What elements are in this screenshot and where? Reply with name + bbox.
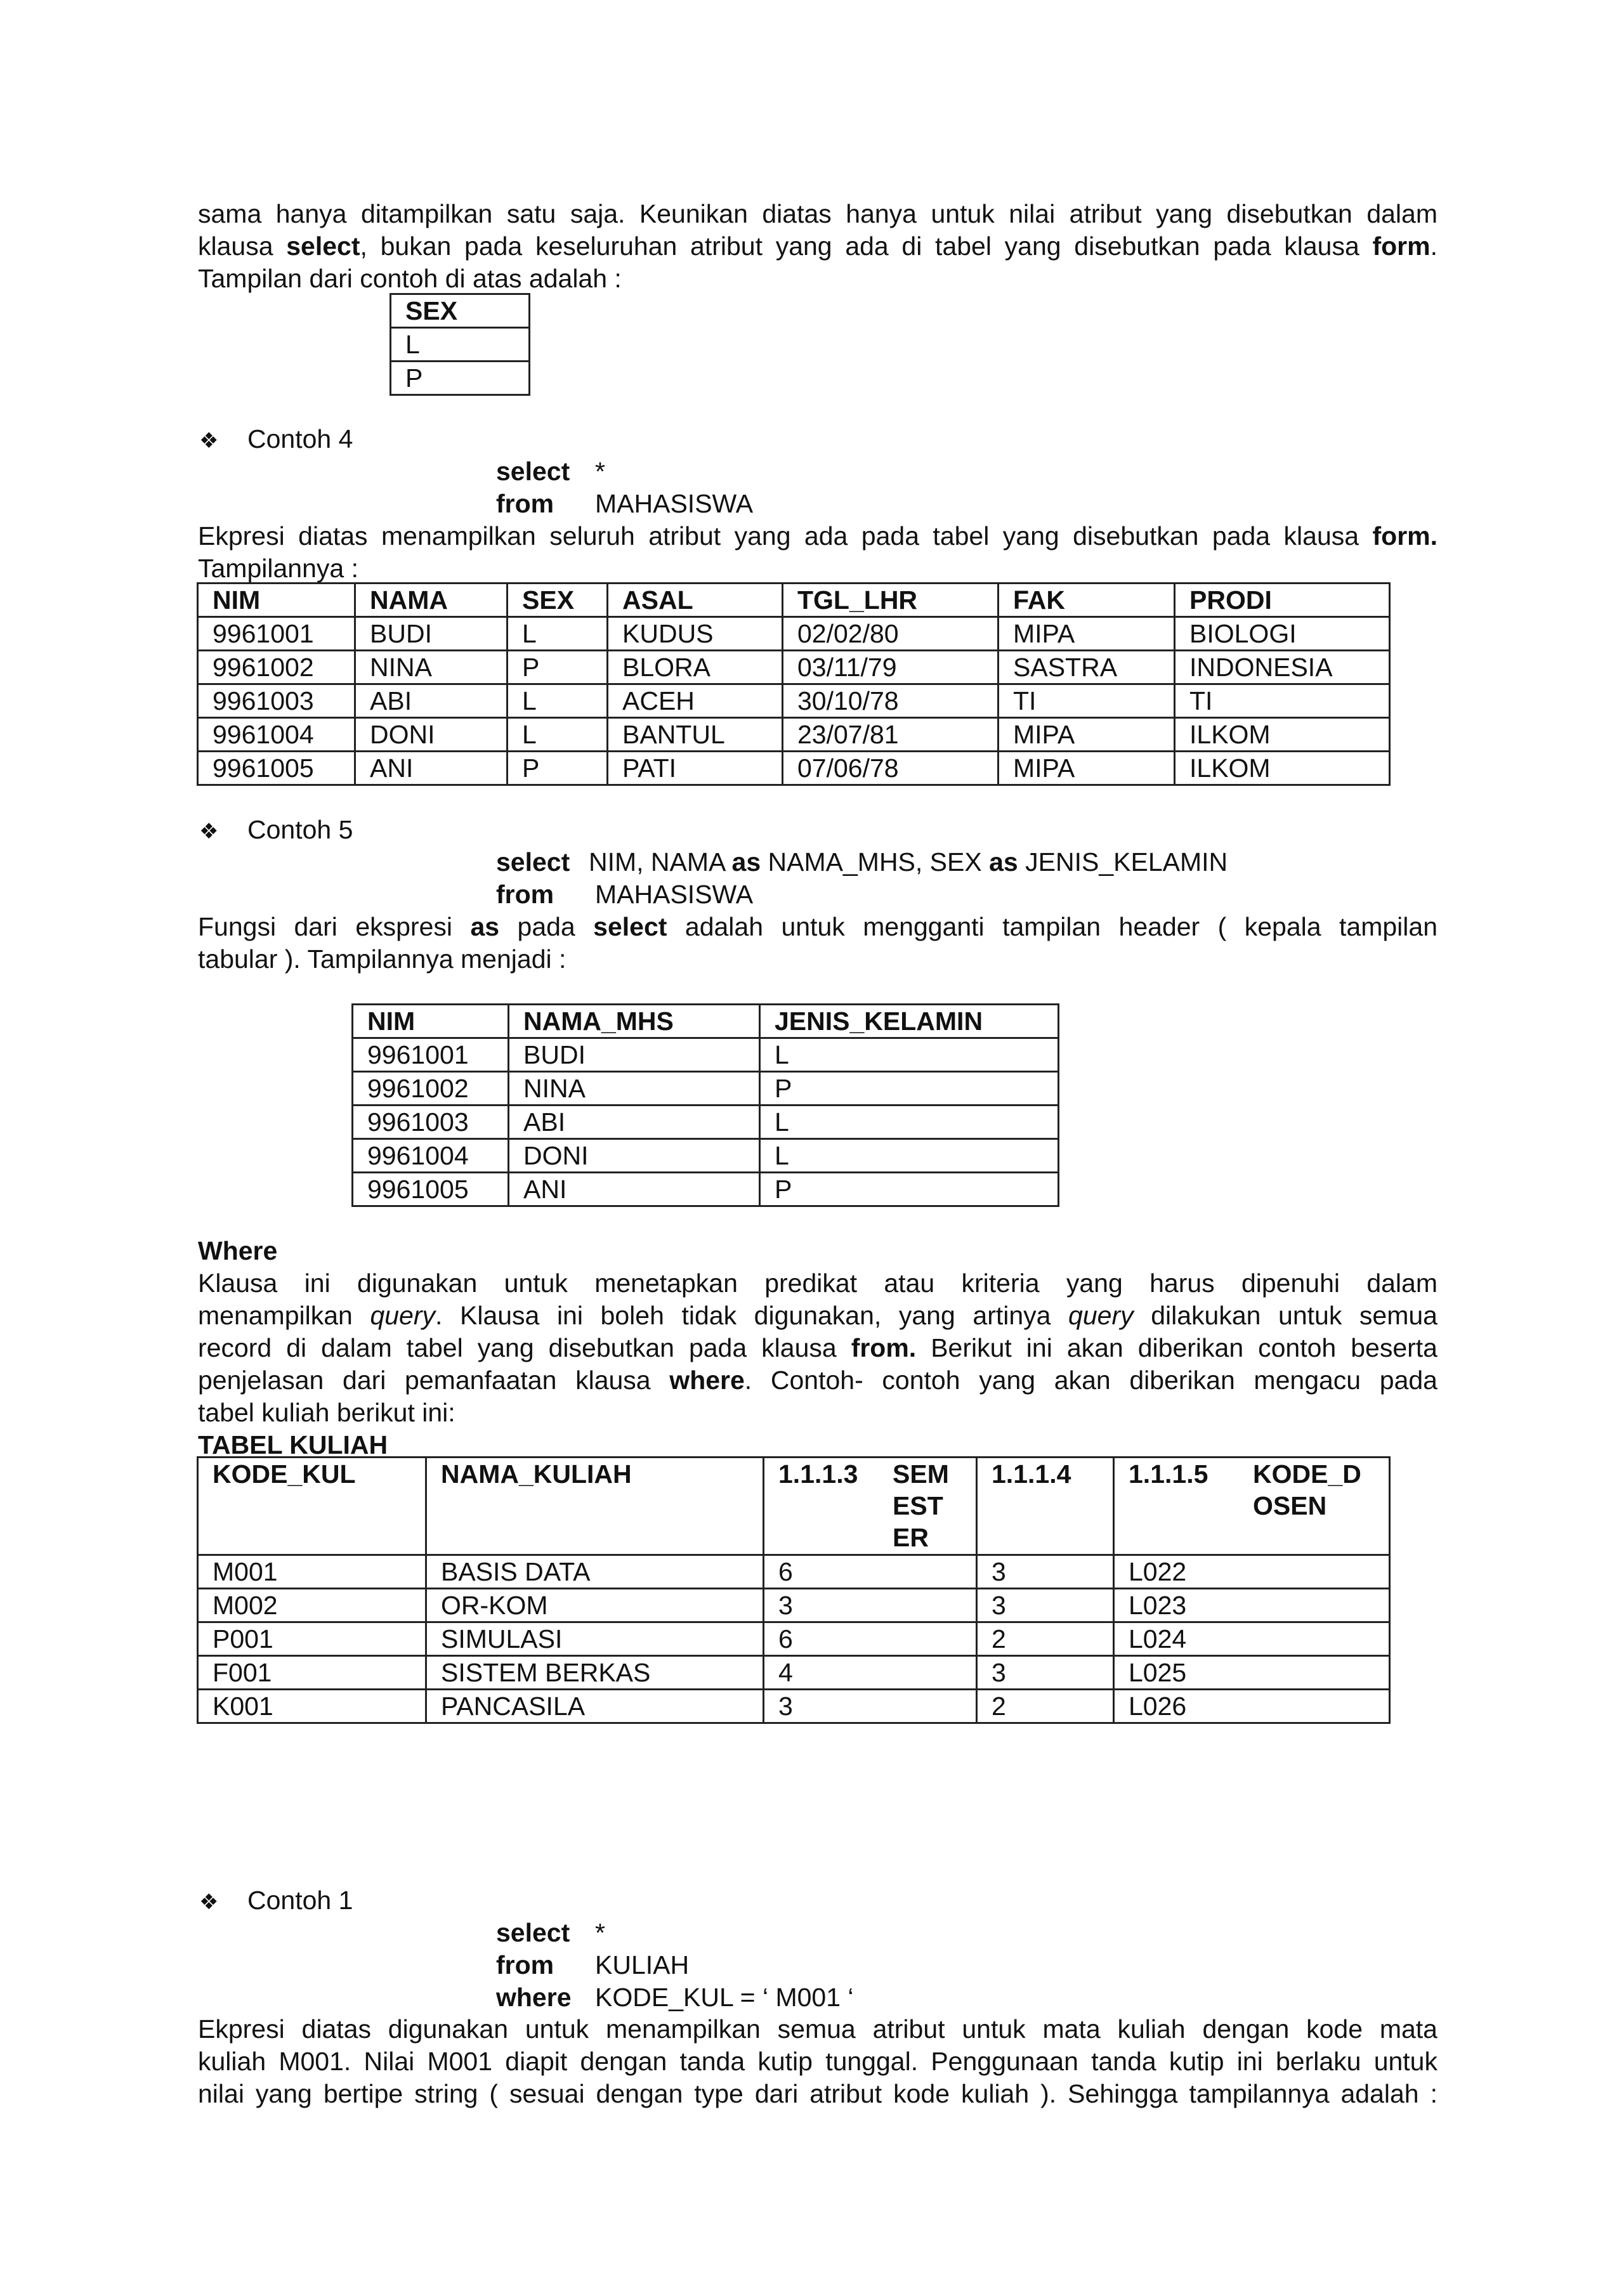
desc-line: nilai yang bertipe string ( sesuai dengan type dari atribut kode kuliah ). Sehingga tampilannya adalah : (198, 2079, 1437, 2108)
table-cell: M001 (198, 1555, 426, 1589)
code-value: KULIAH (595, 1950, 690, 1980)
table-header-cell (764, 1458, 977, 1555)
table-header-row (353, 1005, 1059, 1038)
keyword-select: select (286, 232, 360, 261)
keyword-as: as (731, 847, 761, 877)
table-row (198, 651, 1390, 684)
table-cell: DONI (355, 718, 508, 752)
table-row (198, 1589, 1390, 1622)
table-cell: F001 (198, 1656, 426, 1690)
term-query: query (1068, 1301, 1134, 1330)
table-cell: P (508, 752, 608, 785)
code-line-from (496, 488, 753, 520)
keyword-from: from (496, 880, 554, 909)
table-cell: OR-KOM (426, 1589, 764, 1622)
table-cell: 03/11/79 (783, 651, 999, 684)
table-cell: 9961001 (198, 617, 355, 651)
table-cell: L026 (1114, 1690, 1390, 1723)
contoh1-code (496, 1917, 854, 2014)
text-run: klausa (198, 232, 287, 261)
contoh4-label: Contoh 4 (247, 424, 353, 453)
code-value: MAHASISWA (595, 489, 754, 518)
table-header-row (198, 584, 1390, 617)
mahasiswa-table (197, 582, 1391, 786)
desc-line (198, 911, 1437, 943)
heading-fragment: SEM (893, 1459, 949, 1489)
table-cell: 9961002 (353, 1072, 509, 1106)
table-cell: 9961005 (198, 752, 355, 785)
keyword-as: as (989, 847, 1018, 877)
table-row (198, 617, 1390, 651)
keyword-from: from (496, 489, 554, 518)
heading-fragment: OSEN (1253, 1491, 1327, 1520)
table-cell: ABI (509, 1106, 760, 1139)
table-cell: MIPA (999, 617, 1175, 651)
table-row (353, 1072, 1059, 1106)
table-cell: BUDI (355, 617, 508, 651)
table-cell: P (391, 362, 530, 395)
table-cell: 9961001 (353, 1038, 509, 1072)
table-row (353, 1139, 1059, 1173)
code-line-where (496, 1981, 854, 2014)
table-cell: P (508, 651, 608, 684)
bullet-icon: ❖ (199, 1890, 219, 1914)
table-cell: NINA (509, 1072, 760, 1106)
table-cell: 2 (977, 1622, 1114, 1656)
table-cell: KUDUS (608, 617, 783, 651)
code-line-select (496, 1917, 854, 1949)
table-cell: BIOLOGI (1175, 617, 1390, 651)
table-cell: L024 (1114, 1622, 1390, 1656)
code-value: NIM, NAMA (589, 847, 732, 877)
contoh1-label: Contoh 1 (247, 1886, 353, 1915)
table-row (198, 1656, 1390, 1690)
alias-table (351, 1003, 1059, 1207)
text-run: pada (499, 912, 594, 941)
table-cell: BUDI (509, 1038, 760, 1072)
table-row (353, 1038, 1059, 1072)
table-header-cell: SEX (508, 584, 608, 617)
table-header-cell: NAMA (355, 584, 508, 617)
where-line-1: Klausa ini digunakan untuk menetapkan predikat atau kriteria yang harus dipenuhi dalam (198, 1269, 1437, 1298)
table-cell: 3 (977, 1555, 1114, 1589)
heading-fragment: KODE_D (1253, 1459, 1361, 1489)
table-row (391, 362, 530, 395)
table-cell: 9961004 (353, 1139, 509, 1173)
table-header-cell: JENIS_KELAMIN (760, 1005, 1059, 1038)
contoh4-description (198, 520, 1437, 585)
text-run: Berikut ini akan diberikan contoh beserta (916, 1333, 1437, 1362)
table-header-cell: NAMA_MHS (509, 1005, 760, 1038)
code-line-select (496, 846, 1228, 878)
code-value: KODE_KUL = ‘ M001 ‘ (595, 1983, 854, 2012)
bullet-icon: ❖ (199, 819, 219, 844)
where-section (198, 1235, 1437, 1461)
desc-line: Ekpresi diatas digunakan untuk menampilkan semua atribut untuk mata kuliah dengan kode mata (198, 2014, 1437, 2044)
table-header-cell: TGL_LHR (783, 584, 999, 617)
table-row (198, 1690, 1390, 1723)
table-row (198, 684, 1390, 718)
text-run: dilakukan untuk semua (1133, 1301, 1437, 1330)
table-cell: PATI (608, 752, 783, 785)
code-line-select (496, 455, 753, 488)
contoh5-description (198, 911, 1437, 975)
text-run: , bukan pada keseluruhan atribut yang ada di tabel yang disebutkan pada klausa (360, 232, 1373, 261)
kuliah-table (197, 1456, 1391, 1724)
code-value: * (595, 1918, 605, 1947)
table-cell: TI (1175, 684, 1390, 718)
table-cell: SIMULASI (426, 1622, 764, 1656)
table-row (198, 1622, 1390, 1656)
keyword-select: select (496, 1918, 570, 1947)
table-cell: 9961003 (353, 1106, 509, 1139)
table-row (353, 1106, 1059, 1139)
code-value: NAMA_MHS, SEX (761, 847, 990, 877)
term-query: query (370, 1301, 435, 1330)
table-cell: BANTUL (608, 718, 783, 752)
table-header-row (391, 294, 530, 328)
table-cell: 07/06/78 (783, 752, 999, 785)
heading-number: 1.1.1.3 (778, 1459, 858, 1489)
table-cell: ABI (355, 684, 508, 718)
table-header-cell: NAMA_KULIAH (426, 1458, 764, 1555)
table-header-row (198, 1458, 1390, 1555)
keyword-where: where (669, 1366, 745, 1395)
table-cell: M002 (198, 1589, 426, 1622)
where-line-3 (198, 1332, 1437, 1364)
table-row (353, 1173, 1059, 1206)
table-cell: L023 (1114, 1589, 1390, 1622)
table-cell: NINA (355, 651, 508, 684)
where-line-5: tabel kuliah berikut ini: (198, 1398, 455, 1427)
desc-line: Tampilannya : (198, 554, 358, 583)
table-cell: L (508, 718, 608, 752)
table-cell: 9961005 (353, 1173, 509, 1206)
table-cell: BLORA (608, 651, 783, 684)
table-cell: L (760, 1106, 1059, 1139)
keyword-as: as (470, 912, 500, 941)
contoh5-bullet-item (199, 814, 353, 848)
keyword-form: form. (1372, 521, 1437, 551)
heading-pair (764, 1458, 976, 1553)
table-header-cell: FAK (999, 584, 1175, 617)
heading-number: 1.1.1.5 (1129, 1459, 1208, 1489)
keyword-select: select (496, 457, 570, 486)
kuliah-table-title: TABEL KULIAH (198, 1430, 388, 1459)
table-cell: L (508, 684, 608, 718)
intro-paragraph (198, 198, 1437, 295)
table-header-cell: PRODI (1175, 584, 1390, 617)
table-cell: 3 (764, 1690, 977, 1723)
heading-fragment: EST (893, 1491, 943, 1520)
table-row (198, 752, 1390, 785)
table-cell: K001 (198, 1690, 426, 1723)
table-header-cell: SEX (391, 294, 530, 328)
contoh4-code (496, 455, 753, 520)
text-run: record di dalam tabel yang disebutkan pada klausa (198, 1333, 851, 1362)
table-cell: ANI (355, 752, 508, 785)
table-cell: 6 (764, 1555, 977, 1589)
kode-dosen-heading (1253, 1458, 1361, 1522)
where-line-2 (198, 1300, 1437, 1332)
contoh4-bullet-item (199, 423, 353, 457)
contoh5-label: Contoh 5 (247, 815, 353, 844)
table-row (198, 718, 1390, 752)
table-cell: 3 (764, 1589, 977, 1622)
table-cell: 9961003 (198, 684, 355, 718)
table-cell: 3 (977, 1589, 1114, 1622)
text-run: . Contoh- contoh yang akan diberikan mengacu pada (744, 1366, 1437, 1395)
table-cell: 6 (764, 1622, 977, 1656)
where-line-4 (198, 1364, 1437, 1397)
table-row (391, 328, 530, 362)
where-heading: Where (198, 1236, 278, 1265)
table-cell: TI (999, 684, 1175, 718)
table-cell: ANI (509, 1173, 760, 1206)
text-run: adalah untuk mengganti tampilan header ( kepala tampilan (667, 912, 1437, 941)
bullet-icon: ❖ (199, 429, 219, 453)
section-heading (198, 1235, 1437, 1267)
keyword-where: where (496, 1983, 572, 2012)
table-header-cell: NIM (353, 1005, 509, 1038)
table-cell: SASTRA (999, 651, 1175, 684)
code-value: * (595, 457, 605, 486)
table-cell: P001 (198, 1622, 426, 1656)
heading-pair (1115, 1458, 1389, 1522)
table-cell: 9961004 (198, 718, 355, 752)
keyword-form: form (1372, 232, 1431, 261)
desc-line: kuliah M001. Nilai M001 diapit dengan tanda kutip tunggal. Penggunaan tanda kutip ini berlaku untuk (198, 2047, 1437, 2076)
keyword-select: select (496, 847, 570, 877)
table-cell: L (760, 1139, 1059, 1173)
keyword-select: select (593, 912, 667, 941)
table-cell: 9961002 (198, 651, 355, 684)
table-cell: P (760, 1072, 1059, 1106)
table-cell: 3 (977, 1656, 1114, 1690)
table-cell: ILKOM (1175, 752, 1390, 785)
table-cell: MIPA (999, 752, 1175, 785)
contoh5-code (496, 846, 1228, 911)
keyword-from: from. (851, 1333, 917, 1362)
text-run: . (1430, 232, 1437, 261)
heading-fragment: ER (893, 1523, 929, 1552)
table-cell: ILKOM (1175, 718, 1390, 752)
table-cell: SISTEM BERKAS (426, 1656, 764, 1690)
semester-heading (893, 1458, 949, 1553)
table-header-cell: NIM (198, 584, 355, 617)
table-cell: MIPA (999, 718, 1175, 752)
text-run: Ekpresi diatas menampilkan seluruh atribut yang ada pada tabel yang disebutkan pada klausa (198, 521, 1373, 551)
code-line-from (496, 1949, 854, 1981)
table-cell: L025 (1114, 1656, 1390, 1690)
keyword-from: from (496, 1950, 554, 1980)
contoh1-bullet-item (199, 1884, 353, 1919)
table-row (198, 1555, 1390, 1589)
table-cell: 02/02/80 (783, 617, 999, 651)
intro-line-3: Tampilan dari contoh di atas adalah : (198, 264, 622, 293)
table-cell: L022 (1114, 1555, 1390, 1589)
table-header-cell (1114, 1458, 1390, 1555)
intro-line-2 (198, 230, 1437, 263)
table-cell: 30/10/78 (783, 684, 999, 718)
code-line-from (496, 878, 1228, 911)
table-cell: BASIS DATA (426, 1555, 764, 1589)
table-header-cell: ASAL (608, 584, 783, 617)
contoh1-description (198, 2013, 1437, 2110)
text-run: . Klausa ini boleh tidak digunakan, yang artinya (435, 1301, 1069, 1330)
table-cell: DONI (509, 1139, 760, 1173)
text-run: menampilkan (198, 1301, 370, 1330)
code-value: MAHASISWA (595, 880, 754, 909)
table-cell: PANCASILA (426, 1690, 764, 1723)
table-header-cell: KODE_KUL (198, 1458, 426, 1555)
table-header-cell: 1.1.1.4 (977, 1458, 1114, 1555)
text-run: penjelasan dari pemanfaatan klausa (198, 1366, 670, 1395)
desc-line (198, 520, 1437, 552)
table-cell: L (508, 617, 608, 651)
table-cell: 2 (977, 1690, 1114, 1723)
desc-line: tabular ). Tampilannya menjadi : (198, 944, 566, 974)
table-cell: L (760, 1038, 1059, 1072)
table-cell: L (391, 328, 530, 362)
sex-table (390, 293, 530, 396)
table-cell: P (760, 1173, 1059, 1206)
intro-line-1: sama hanya ditampilkan satu saja. Keunikan diatas hanya untuk nilai atribut yang disebutkan dalam (198, 199, 1437, 228)
table-cell: 23/07/81 (783, 718, 999, 752)
code-value: JENIS_KELAMIN (1018, 847, 1228, 877)
table-cell: ACEH (608, 684, 783, 718)
table-cell: INDONESIA (1175, 651, 1390, 684)
text-run: Fungsi dari ekspresi (198, 912, 471, 941)
table-cell: 4 (764, 1656, 977, 1690)
